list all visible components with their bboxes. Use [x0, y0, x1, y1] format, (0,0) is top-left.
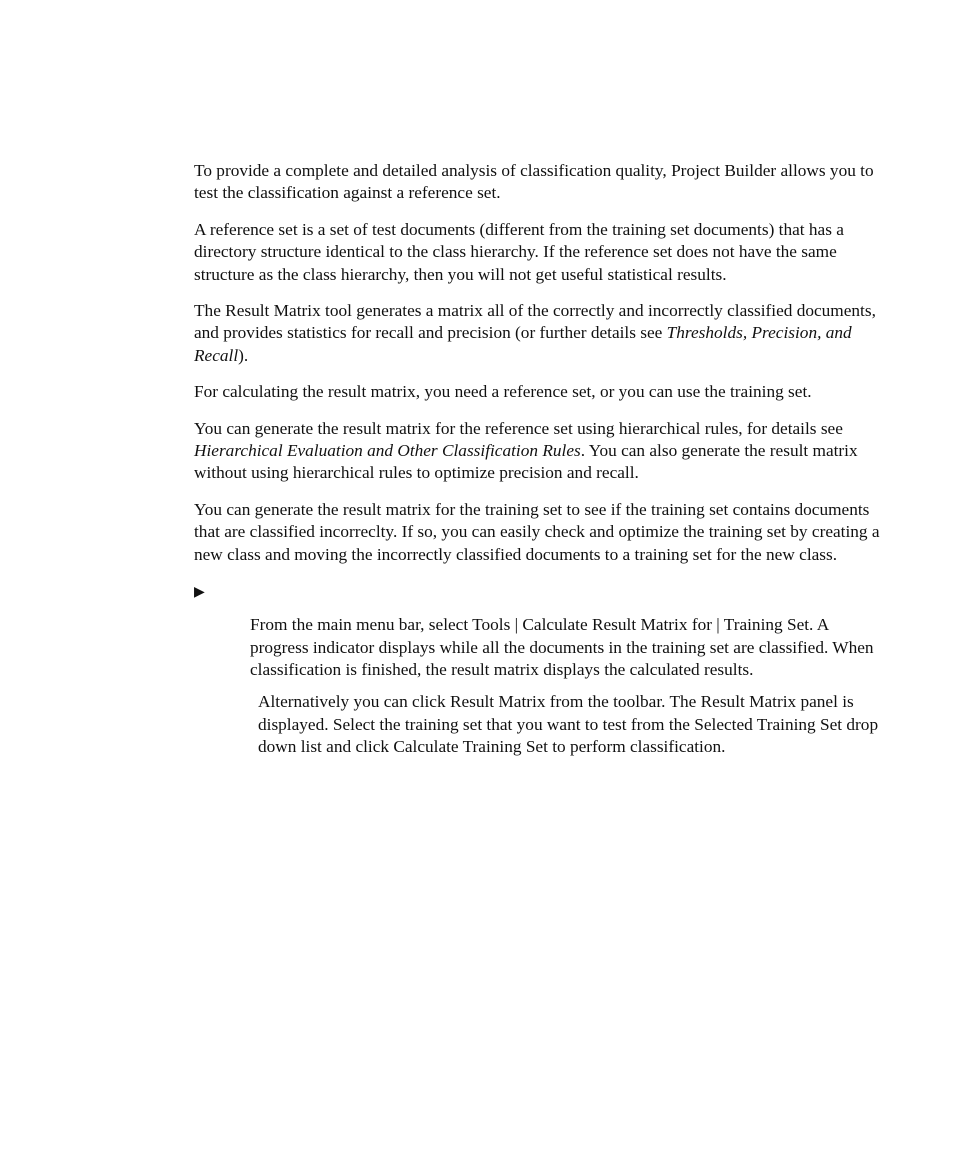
paragraph-text: ).	[238, 345, 249, 365]
paragraph-text: You can generate the result matrix for the reference set using hierarchical rules, for details see	[194, 418, 843, 438]
document-body	[194, 160, 884, 759]
paragraph-result-matrix-tool	[194, 300, 884, 367]
cross-reference-hierarchical-evaluation: Hierarchical Evaluation and Other Classification Rules	[194, 441, 581, 461]
paragraph-calculating: For calculating the result matrix, you need a reference set, or you can use the training set.	[194, 382, 812, 402]
procedure-step-note: Alternatively you can click Result Matrix from the toolbar. The Result Matrix panel is displayed. Select the training set that you want to test from the Selected Training Set drop down list and click Calculate Training Set to perform classification.	[258, 692, 879, 757]
paragraph-hierarchical-rules	[194, 418, 884, 485]
cross-reference-thresholds: Thresholds, Precision, and Recall	[194, 323, 852, 365]
paragraph-text: The Result Matrix tool generates a matrix all of the correctly and incorrectly classified documents, and provides statistics for recall and precision (or further details see	[194, 301, 876, 343]
paragraph-training-set: You can generate the result matrix for the training set to see if the training set contains documents that are classified incorreclty. If so, you can easily check and optimize the training set by creating a new class and moving the incorrectly classified documents to a training set for the new class.	[194, 499, 880, 564]
paragraph-reference-set: A reference set is a set of test documents (different from the training set documents) that has a directory structure identical to the class hierarchy. If the reference set does not have the same structure as the class hierarchy, then you will not get useful statistical results.	[194, 219, 844, 284]
procedure-arrow-icon: ▶	[194, 585, 205, 601]
paragraph-intro: To provide a complete and detailed analysis of classification quality, Project Builder allows you to test the classification against a reference set.	[194, 161, 874, 203]
procedure-step: From the main menu bar, select Tools | Calculate Result Matrix for | Training Set. A progress indicator displays while all the documents in the training set are classified. When classification is finished, the result matrix displays the calculated results.	[250, 615, 874, 679]
paragraph-text: . You can also generate the result matrix without using hierarchical rules to optimize precision and recall.	[194, 441, 858, 483]
